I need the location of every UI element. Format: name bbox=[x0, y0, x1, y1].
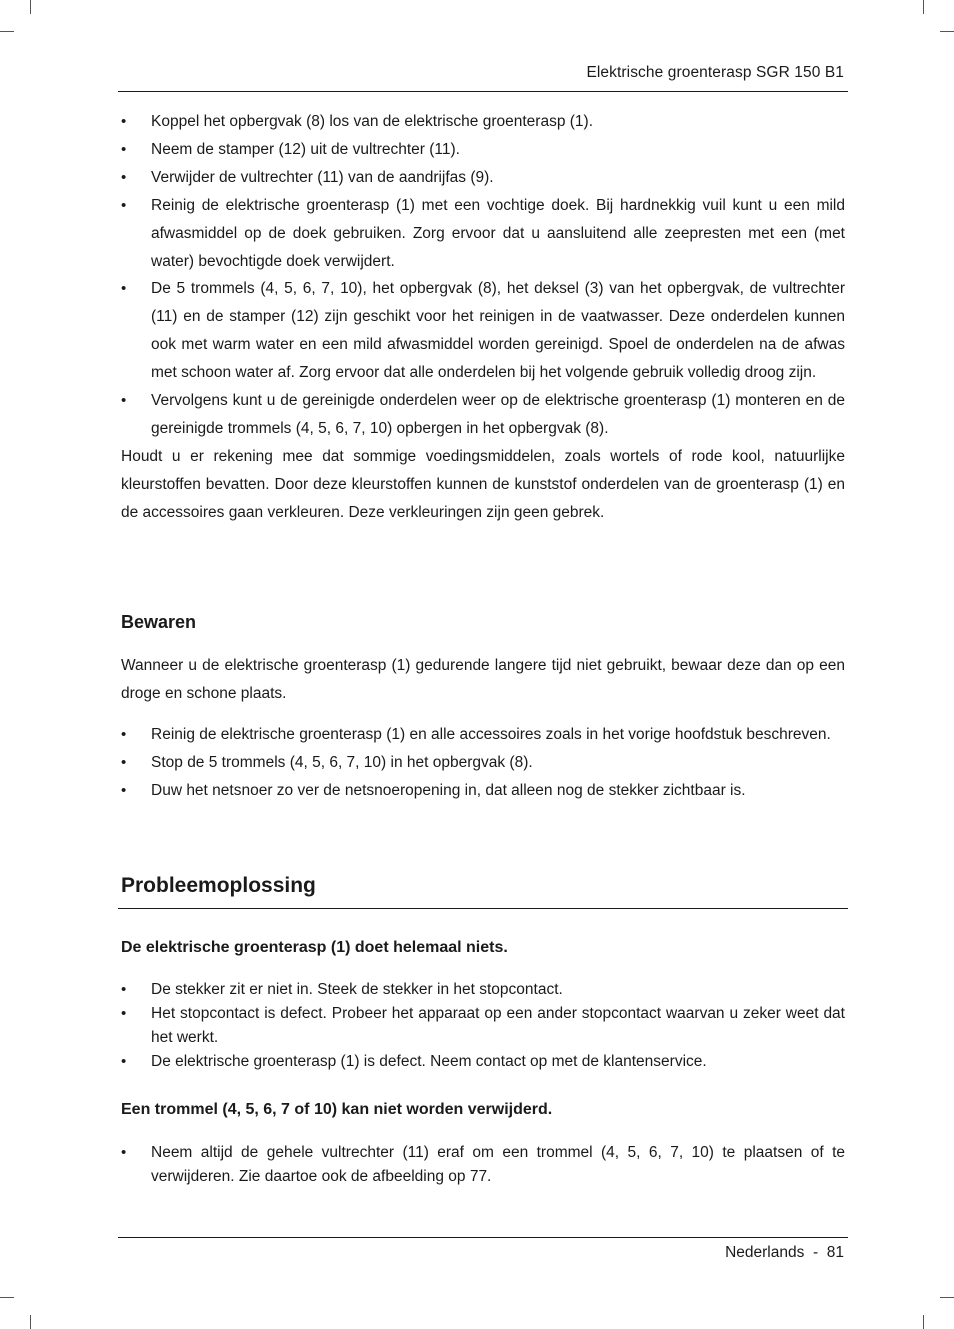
list-item: • Neem de stamper (12) uit de vultrechter (11). bbox=[121, 136, 845, 164]
bewaren-intro: Wanneer u de elektrische groenterasp (1) gedurende langere tijd niet gebruikt, bewaar deze dan op een droge en schone plaats. bbox=[121, 657, 845, 702]
bewaren-section bbox=[121, 612, 845, 633]
issue-1-list-wrap bbox=[121, 978, 845, 1074]
list-item: • Stop de 5 trommels (4, 5, 6, 7, 10) in het opbergvak (8). bbox=[121, 749, 845, 777]
crop-mark bbox=[923, 1315, 924, 1329]
list-item: • De elektrische groenterasp (1) is defect. Neem contact op met de klantenservice. bbox=[121, 1050, 845, 1074]
probleem-section bbox=[121, 874, 845, 898]
running-header: Elektrische groenterasp SGR 150 B1 bbox=[586, 64, 844, 81]
cleaning-list bbox=[121, 108, 845, 443]
list-item: • Verwijder de vultrechter (11) van de aandrijfas (9). bbox=[121, 164, 845, 192]
issue-1 bbox=[121, 939, 845, 957]
section-heading: Bewaren bbox=[121, 612, 197, 632]
issue-1-list bbox=[121, 978, 845, 1074]
list-item: • Koppel het opbergvak (8) los van de elektrische groenterasp (1). bbox=[121, 108, 845, 136]
section-heading: Probleemoplossing bbox=[121, 874, 316, 897]
list-item: • De 5 trommels (4, 5, 6, 7, 10), het opbergvak (8), het deksel (3) van het opbergvak, de vultrechter (11) en de stamper (12) zijn geschikt voor het reinigen in de vaatwasser. Deze onderdelen kunnen ook met warm water en een mild afwasmiddel worden gereinigd. Spoel de onderdelen na de afwas met schoon water af. Zorg ervoor dat alle onderdelen bij het volgende gebruik volledig droog zijn. bbox=[121, 275, 845, 387]
issue-2-list bbox=[121, 1141, 845, 1189]
crop-mark bbox=[940, 1297, 954, 1298]
issue-title: De elektrische groenterasp (1) doet helemaal niets. bbox=[121, 939, 508, 956]
page-footer: Nederlands - 81 bbox=[725, 1244, 844, 1261]
crop-mark bbox=[30, 1315, 31, 1329]
issue-title: Een trommel (4, 5, 6, 7 of 10) kan niet worden verwijderd. bbox=[121, 1101, 553, 1118]
crop-mark bbox=[0, 1297, 14, 1298]
crop-mark bbox=[923, 0, 924, 14]
cleaning-section bbox=[121, 108, 845, 527]
section-rule bbox=[118, 908, 848, 909]
issue-2-list-wrap bbox=[121, 1141, 845, 1189]
issue-2 bbox=[121, 1101, 845, 1119]
list-item: • De stekker zit er niet in. Steek de stekker in het stopcontact. bbox=[121, 978, 845, 1002]
list-item: • Vervolgens kunt u de gereinigde onderdelen weer op de elektrische groenterasp (1) monteren en de gereinigde trommels (4, 5, 6, 7, 10) opbergen in het opbergvak (8). bbox=[121, 387, 845, 443]
footer-rule bbox=[118, 1237, 848, 1238]
bewaren-body bbox=[121, 652, 845, 708]
crop-mark bbox=[940, 31, 954, 32]
list-item: • Reinig de elektrische groenterasp (1) met een vochtige doek. Bij hardnekkig vuil kunt u een mild afwasmiddel op de doek gebruiken. Zorg ervoor dat u aansluitend alle zeepresten met een (met water) bevochtigde doek verwijdert. bbox=[121, 192, 845, 276]
crop-mark bbox=[0, 31, 14, 32]
discoloration-note: Houdt u er rekening mee dat sommige voedingsmiddelen, zoals wortels of rode kool, natuurlijke kleurstoffen bevatten. Door deze kleurstoffen kunnen de kunststof onderdelen van de groenterasp (1) en de accessoires gaan verkleuren. Deze verkleuringen zijn geen gebrek. bbox=[121, 447, 845, 521]
bewaren-list-wrap bbox=[121, 721, 845, 805]
list-item: • Neem altijd de gehele vultrechter (11) eraf om een trommel (4, 5, 6, 7, 10) te plaatsen of te verwijderen. Zie daartoe ook de afbeelding op 77. bbox=[121, 1141, 845, 1189]
crop-mark bbox=[30, 0, 31, 14]
bewaren-list bbox=[121, 721, 845, 805]
header-rule bbox=[118, 91, 848, 92]
list-item: • Reinig de elektrische groenterasp (1) en alle accessoires zoals in het vorige hoofdstuk beschreven. bbox=[121, 721, 845, 749]
list-item: • Duw het netsnoer zo ver de netsnoeropening in, dat alleen nog de stekker zichtbaar is. bbox=[121, 777, 845, 805]
list-item: • Het stopcontact is defect. Probeer het apparaat op een ander stopcontact waarvan u zeker weet dat het werkt. bbox=[121, 1002, 845, 1050]
